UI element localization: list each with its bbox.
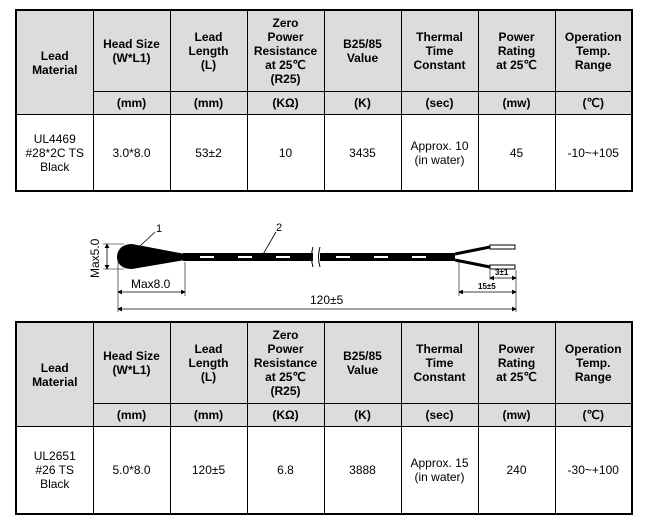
header-operation: Operation Temp. Range xyxy=(555,10,632,92)
dim-max-width: Max5.0 xyxy=(88,238,102,278)
dim-strip-length: 15±5 xyxy=(478,282,496,291)
dim-max-length: Max8.0 xyxy=(131,277,171,291)
cell-zero-power: 6.8 xyxy=(247,427,324,515)
header-head-size: Head Size (W*L1) xyxy=(93,322,170,404)
unit-head-size: (mm) xyxy=(93,404,170,427)
header-zero-power: Zero Power Resistance at 25℃ (R25) xyxy=(247,322,324,404)
header-b-value: B25/85 Value xyxy=(324,322,401,404)
callout-1: 1 xyxy=(156,223,163,235)
unit-row xyxy=(16,92,632,115)
unit-b-value: (K) xyxy=(324,404,401,427)
header-lead-length: Lead Length (L) xyxy=(170,322,247,404)
unit-operation: (℃) xyxy=(555,92,632,115)
cell-b-value: 3435 xyxy=(324,115,401,192)
cell-operation: -30~+100 xyxy=(555,427,632,515)
cell-power: 240 xyxy=(478,427,555,515)
dim-total-length: 120±5 xyxy=(310,293,344,307)
cell-operation: -10~+105 xyxy=(555,115,632,192)
cell-lead-material: UL2651 #26 TS Black xyxy=(16,427,93,515)
header-thermal: Thermal Time Constant xyxy=(401,322,478,404)
unit-power: (mw) xyxy=(478,404,555,427)
header-power: Power Rating at 25℃ xyxy=(478,10,555,92)
spec-table-2 xyxy=(15,321,633,515)
callout-2: 2 xyxy=(276,222,283,234)
unit-b-value: (K) xyxy=(324,92,401,115)
cell-head-size: 3.0*8.0 xyxy=(93,115,170,192)
header-operation: Operation Temp. Range xyxy=(555,322,632,404)
header-head-size: Head Size (W*L1) xyxy=(93,10,170,92)
table-row xyxy=(16,115,632,192)
cell-b-value: 3888 xyxy=(324,427,401,515)
unit-thermal: (sec) xyxy=(401,92,478,115)
cell-power: 45 xyxy=(478,115,555,192)
thermistor-dimension-diagram xyxy=(0,210,648,315)
header-lead-length: Lead Length (L) xyxy=(170,10,247,92)
header-row xyxy=(16,10,632,92)
cell-lead-material: UL4469 #28*2C TS Black xyxy=(16,115,93,192)
cell-head-size: 5.0*8.0 xyxy=(93,427,170,515)
dim-tip-length: 3±1 xyxy=(495,268,509,277)
unit-power: (mw) xyxy=(478,92,555,115)
cell-thermal: Approx. 15 (in water) xyxy=(401,427,478,515)
unit-lead-length: (mm) xyxy=(170,404,247,427)
header-row xyxy=(16,322,632,404)
unit-zero-power: (KΩ) xyxy=(247,404,324,427)
header-b-value: B25/85 Value xyxy=(324,10,401,92)
unit-row xyxy=(16,404,632,427)
thermistor-head xyxy=(117,244,185,269)
cell-lead-length: 53±2 xyxy=(170,115,247,192)
header-power: Power Rating at 25℃ xyxy=(478,322,555,404)
header-lead-material: Lead Material xyxy=(16,10,93,115)
unit-zero-power: (KΩ) xyxy=(247,92,324,115)
table-row xyxy=(16,427,632,515)
header-zero-power: Zero Power Resistance at 25℃ (R25) xyxy=(247,10,324,92)
header-thermal: Thermal Time Constant xyxy=(401,10,478,92)
unit-lead-length: (mm) xyxy=(170,92,247,115)
cell-zero-power: 10 xyxy=(247,115,324,192)
cell-thermal: Approx. 10 (in water) xyxy=(401,115,478,192)
unit-thermal: (sec) xyxy=(401,404,478,427)
spec-table-1 xyxy=(15,9,633,192)
unit-head-size: (mm) xyxy=(93,92,170,115)
unit-operation: (℃) xyxy=(555,404,632,427)
cell-lead-length: 120±5 xyxy=(170,427,247,515)
header-lead-material: Lead Material xyxy=(16,322,93,427)
